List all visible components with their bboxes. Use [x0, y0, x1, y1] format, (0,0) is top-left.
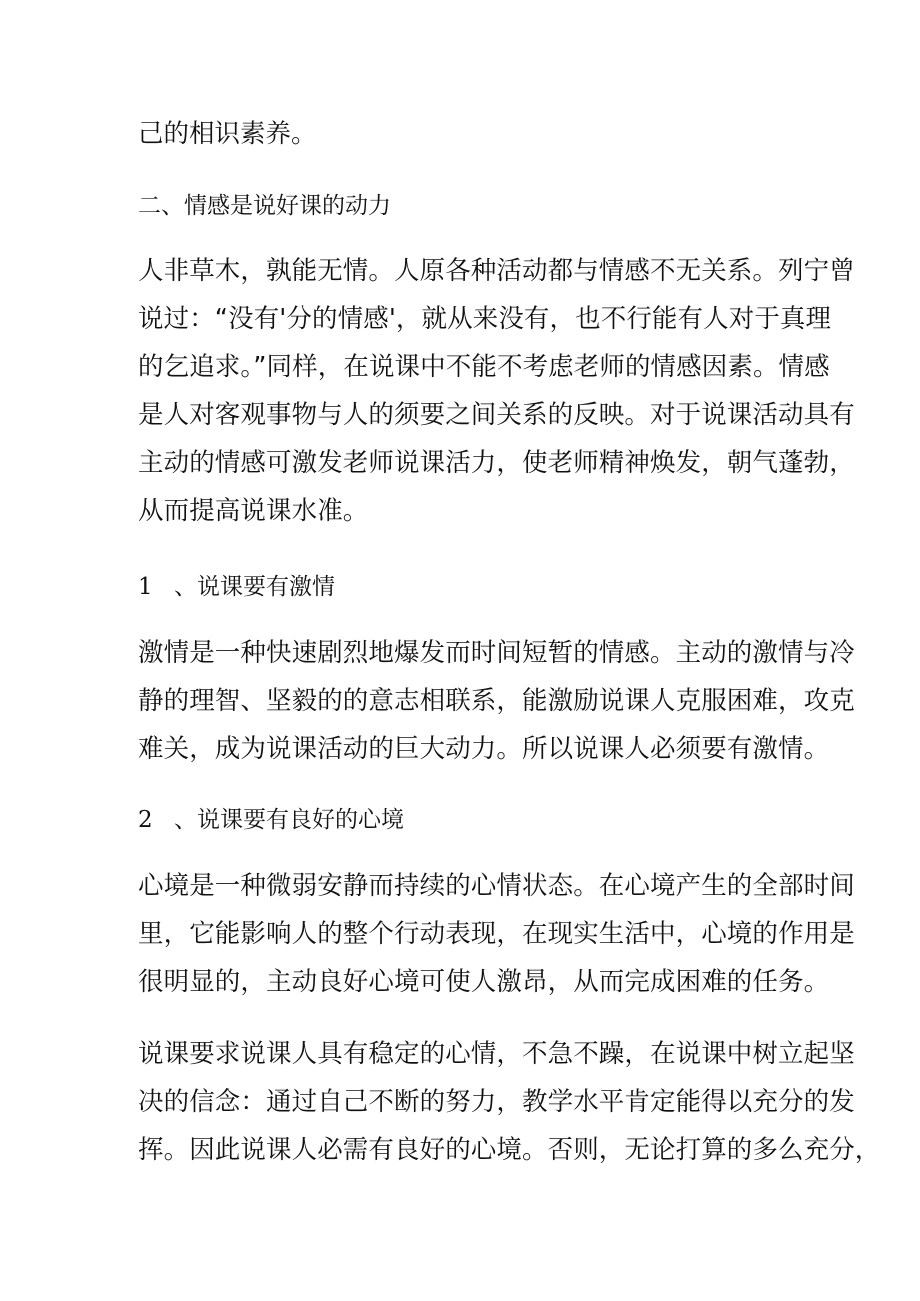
section-2-title: 二、情感是说好课的动力: [138, 193, 391, 219]
paragraph-line: 里，它能影响人的整个行动表现，在现实生活中，心境的作用是: [138, 919, 855, 949]
subsection-number: 1: [138, 574, 153, 600]
subsection-title: 、说课要有激情: [174, 574, 335, 600]
paragraph-line: 从而提高说课水准。: [138, 496, 369, 526]
paragraph-line: 人非草木，孰能无情。人原各种活动都与情感不无关系。列宁曾: [138, 256, 855, 286]
section-2-paragraph: [138, 247, 855, 535]
subsection-2-paragraph-2: [138, 1030, 881, 1174]
subsection-number: 2: [138, 807, 153, 833]
paragraph-line: 静的理智、坚毅的的意志相联系，能激励说课人克服困难，攻克: [138, 686, 855, 716]
subsection-title: 、说课要有良好的心境: [174, 807, 404, 833]
paragraph-line: 决的信念：通过自己不断的努力，教学水平肯定能得以充分的发: [138, 1087, 855, 1117]
paragraph-line: 难关，成为说课活动的巨大动力。所以说课人必须要有激情。: [138, 734, 830, 764]
fragment-paragraph: [138, 110, 788, 158]
paragraph-line: 是人对客观事物与人的须要之间关系的反映。对于说课活动具有: [138, 400, 855, 430]
fragment-text: 己的相识素养。: [138, 119, 317, 149]
paragraph-line: 的乞追求。”同样，在说课中不能不考虑老师的情感因素。情感: [138, 352, 830, 382]
paragraph-line: 心境是一种微弱安静而持续的心情状态。在心境产生的全部时间: [138, 871, 855, 901]
section-heading: [138, 186, 788, 226]
subsection-2-heading: [138, 800, 788, 840]
subsection-1-paragraph: [138, 629, 855, 773]
subsection-1-heading: [138, 567, 788, 607]
subsection-2-paragraph-1: [138, 862, 855, 1006]
paragraph-line: 主动的情感可激发老师说课活力，使老师精神焕发，朝气蓬勃，: [138, 448, 855, 478]
paragraph-line: 说课要求说课人具有稳定的心情，不急不躁，在说课中树立起坚: [138, 1039, 855, 1069]
paragraph-line: 很明显的，主动良好心境可使人激昂，从而完成困难的任务。: [138, 967, 830, 997]
paragraph-line: 说过：“没有'分的情感'，就从来没有，也不行能有人对于真理: [138, 304, 832, 334]
paragraph-line: 挥。因此说课人必需有良好的心境。否则，无论打算的多么充分，: [138, 1135, 881, 1165]
paragraph-line: 激情是一种快速剧烈地爆发而时间短暂的情感。主动的激情与冷: [138, 638, 855, 668]
